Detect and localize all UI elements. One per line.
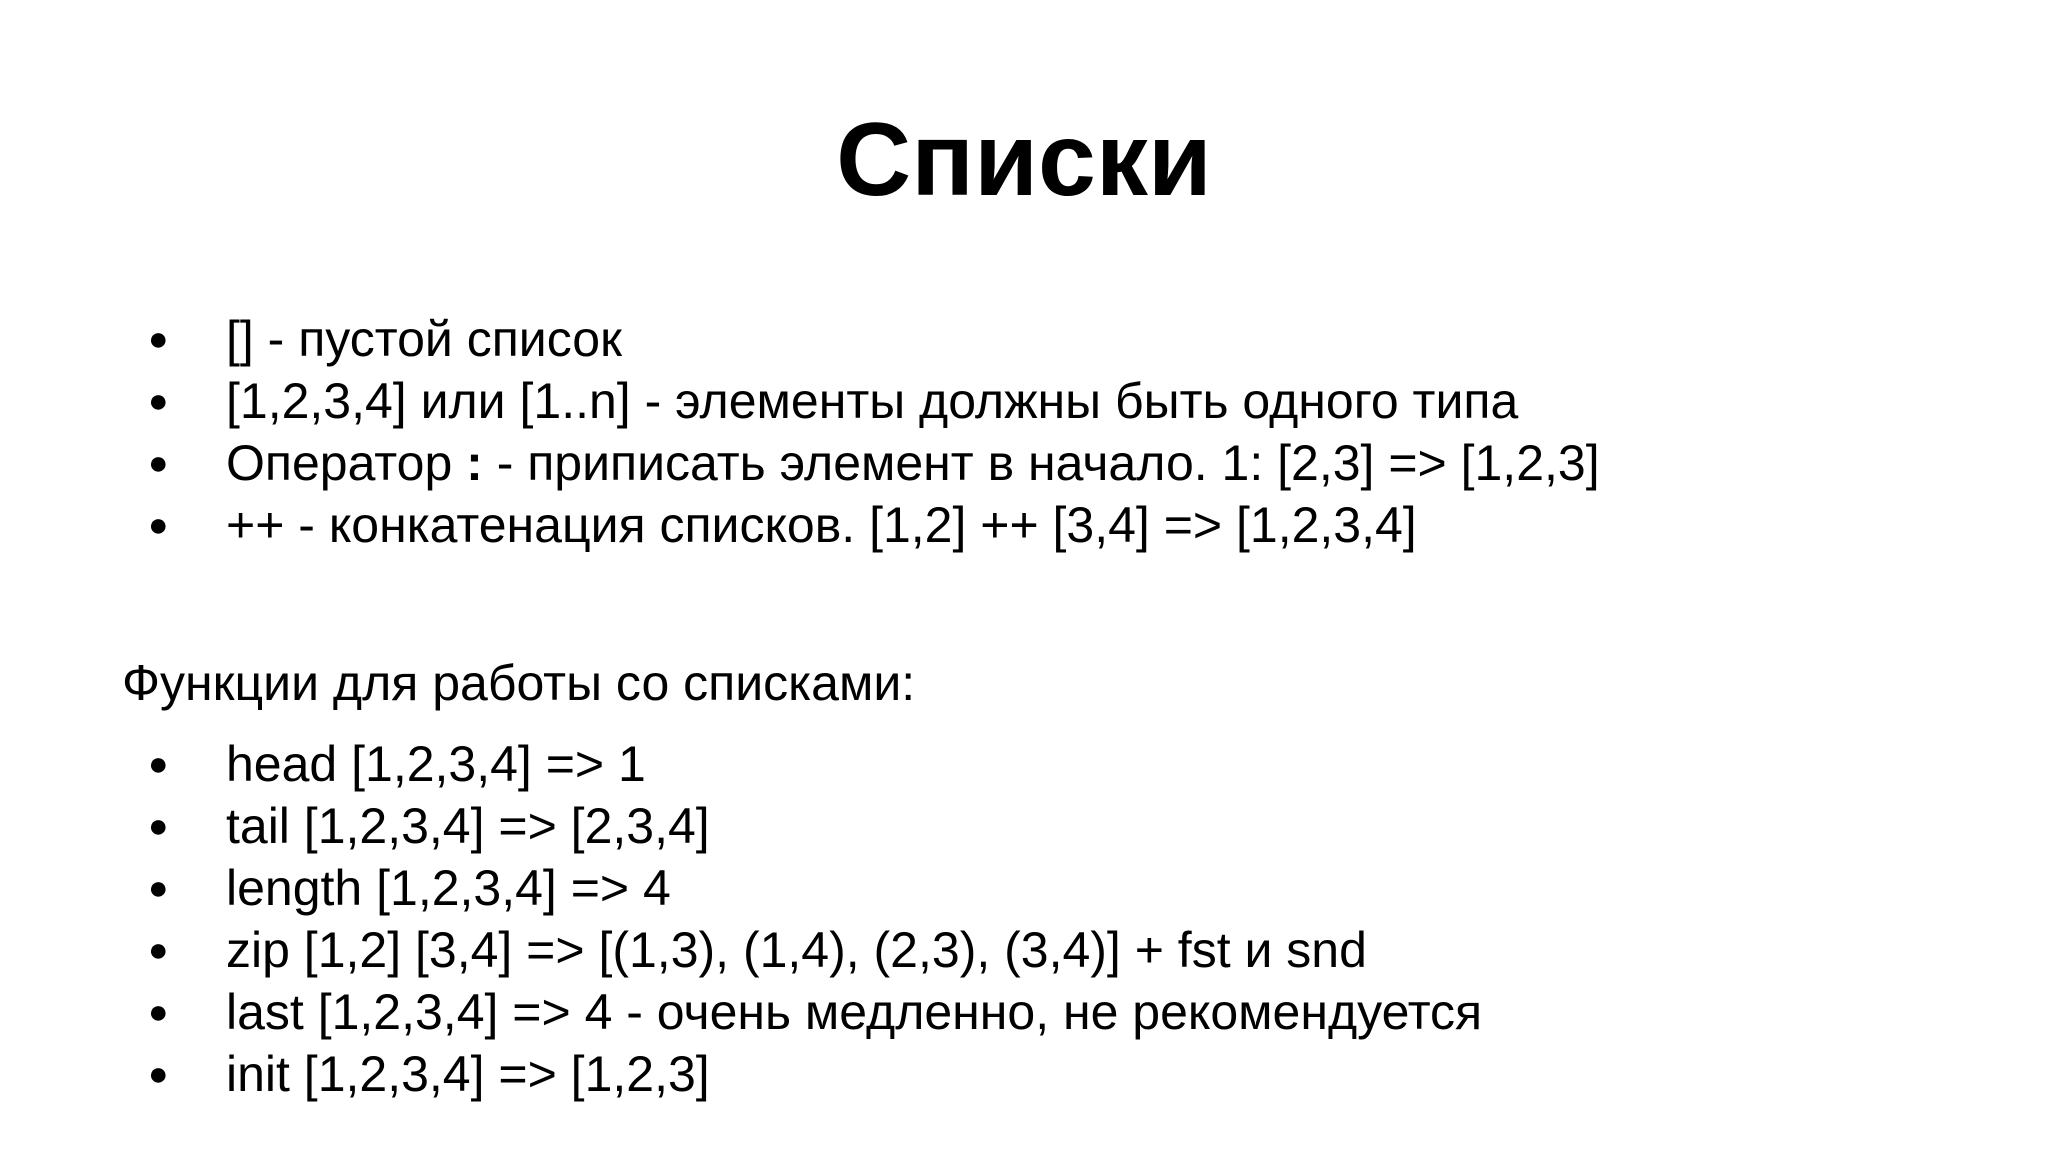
- intro-list: [140, 308, 1600, 556]
- list-item-text: head [1,2,3,4] => 1: [226, 736, 646, 792]
- bullet-icon: ●: [148, 444, 169, 482]
- bullet-icon: ●: [148, 807, 169, 845]
- list-item-text: init [1,2,3,4] => [1,2,3]: [226, 1046, 710, 1102]
- bullet-icon: ●: [148, 1055, 169, 1093]
- list-item: [140, 733, 1482, 795]
- bullet-icon: ●: [148, 382, 169, 420]
- bullet-icon: ●: [148, 993, 169, 1031]
- operator-label: Оператор: [226, 435, 467, 491]
- slide-title: Списки: [836, 102, 1212, 218]
- list-item: [140, 432, 1600, 494]
- list-item: [140, 1043, 1482, 1105]
- list-item-text: zip [1,2] [3,4] => [(1,3), (1,4), (2,3), (3,4)] + fst и snd: [226, 922, 1367, 978]
- bullet-icon: ●: [148, 745, 169, 783]
- list-item-text: last [1,2,3,4] => 4 - очень медленно, не рекомендуется: [226, 984, 1483, 1040]
- cons-operator: :: [466, 435, 483, 491]
- list-item: [140, 494, 1600, 556]
- operator-description: - приписать элемент в начало. 1: [2,3] => [1,2,3]: [482, 435, 1600, 491]
- list-item: [140, 857, 1482, 919]
- list-item-text: [226, 435, 1600, 491]
- list-item-text: length [1,2,3,4] => 4: [226, 860, 671, 916]
- functions-heading: Функции для работы со списками:: [122, 655, 916, 711]
- bullet-icon: ●: [148, 320, 169, 358]
- functions-list: [140, 733, 1482, 1105]
- list-item-text: tail [1,2,3,4] => [2,3,4]: [226, 798, 710, 854]
- bullet-icon: ●: [148, 931, 169, 969]
- list-item: [140, 919, 1482, 981]
- list-item: [140, 370, 1600, 432]
- list-item-text: [1,2,3,4] или [1..n] - элементы должны быть одного типа: [226, 373, 1519, 429]
- bullet-icon: ●: [148, 506, 169, 544]
- list-item: [140, 308, 1600, 370]
- list-item: [140, 795, 1482, 857]
- list-item: [140, 981, 1482, 1043]
- list-item-text: [] - пустой список: [226, 311, 622, 367]
- list-item-text: ++ - конкатенация списков. [1,2] ++ [3,4] => [1,2,3,4]: [226, 497, 1417, 553]
- bullet-icon: ●: [148, 869, 169, 907]
